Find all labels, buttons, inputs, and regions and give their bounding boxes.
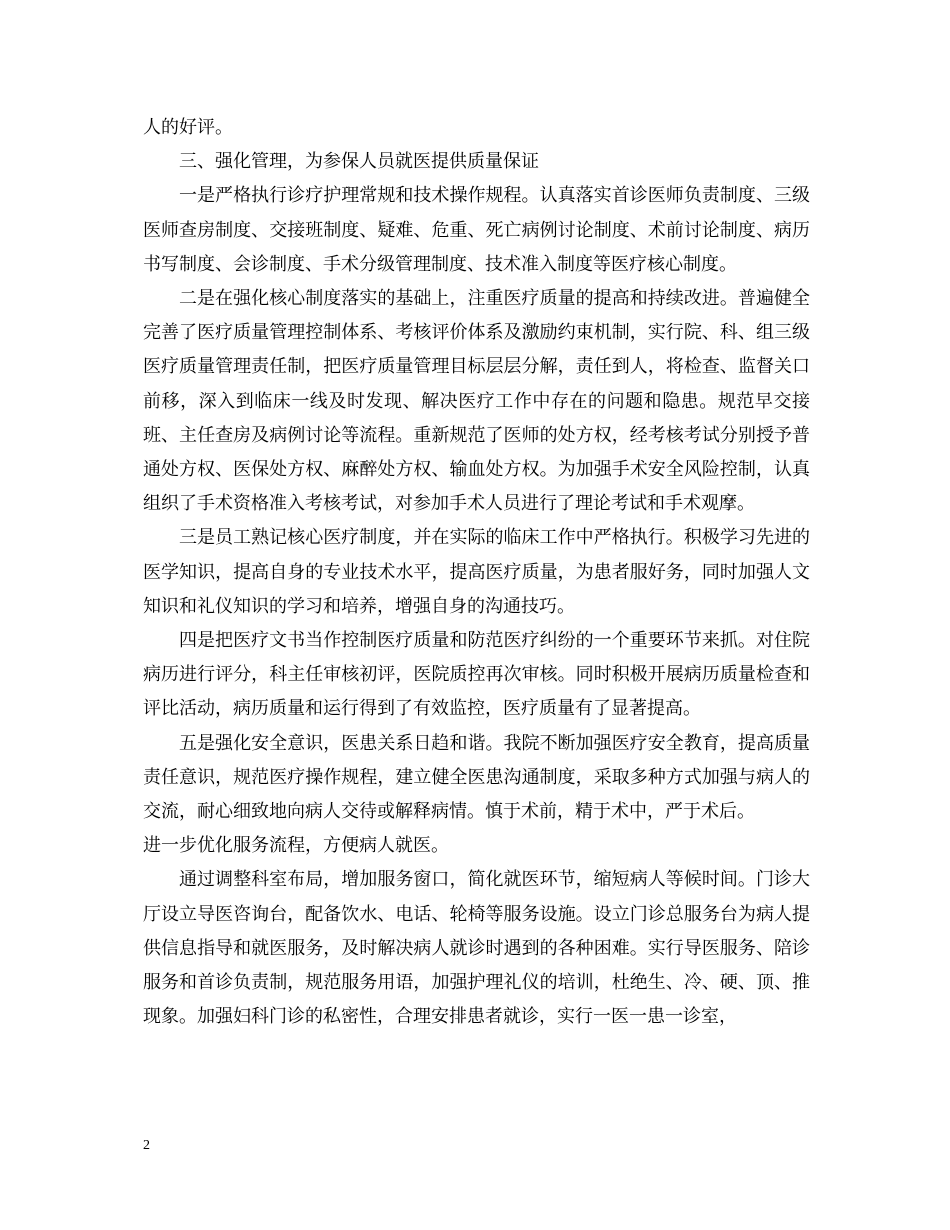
paragraph-service-process: 通过调整科室布局，增加服务窗口，简化就医环节，缩短病人等候时间。门诊大厅设立导医咨询台，配备饮水、电话、轮椅等服务设施。设立门诊总服务台为病人提供信息指导和就医服务，及时解决病人就诊时遇到的各种困难。实行导医服务、陪诊服务和首诊负责制，规范服务用语，加强护理礼仪的培训，杜绝生、冷、硬、顶、推现象。加强妇科门诊的私密性，合理安排患者就诊，实行一医一患一诊室， [143,869,810,1028]
paragraph-item-3: 三是员工熟记核心医疗制度，并在实际的临床工作中严格执行。积极学习先进的医学知识，提高自身的专业技术水平，提高医疗质量，为患者服好务，同时加强人文知识和礼仪知识的学习和培养，增强自身的沟通技巧。 [143,527,810,617]
paragraph-item-1: 一是严格执行诊疗护理常规和技术操作规程。认真落实首诊医师负责制度、三级医师查房制度、交接班制度、疑难、危重、死亡病例讨论制度、术前讨论制度、病历书写制度、会诊制度、手术分级管理制度、技术准入制度等医疗核心制度。 [143,185,810,275]
section-heading: 三、强化管理，为参保人员就医提供质量保证 [179,151,539,173]
page-number: 2 [143,1138,150,1153]
paragraph-item-5: 五是强化安全意识，医患关系日趋和谐。我院不断加强医疗安全教育，提高质量责任意识，规范医疗操作规程，建立健全医患沟通制度，采取多种方式加强与病人的交流，耐心细致地向病人交待或解释病情。慎于术前，精于术中，严于术后。 [143,732,810,823]
paragraph-subheading: 进一步优化服务流程，方便病人就医。 [143,835,449,857]
paragraph-continuation: 人的好评。 [143,117,233,138]
document-body [143,111,810,1034]
paragraph-item-4: 四是把医疗文书当作控制医疗质量和防范医疗纠纷的一个重要环节来抓。对住院病历进行评分，科主任审核初评，医院质控再次审核。同时积极开展病历质量检查和评比活动，病历质量和运行得到了有效监控，医疗质量有了显著提高。 [143,630,810,720]
paragraph-item-2: 二是在强化核心制度落实的基础上，注重医疗质量的提高和持续改进。普遍健全完善了医疗质量管理控制体系、考核评价体系及激励约束机制，实行院、科、组三级医疗质量管理责任制，把医疗质量管理目标层层分解，责任到人，将检查、监督关口前移，深入到临床一线及时发现、解决医疗工作中存在的问题和隐患。规范早交接班、主任查房及病例讨论等流程。重新规范了医师的处方权，经考核考试分别授予普通处方权、医保处方权、麻醉处方权、输血处方权。为加强手术安全风险控制，认真组织了手术资格准入考核考试，对参加手术人员进行了理论考试和手术观摩。 [143,288,810,515]
